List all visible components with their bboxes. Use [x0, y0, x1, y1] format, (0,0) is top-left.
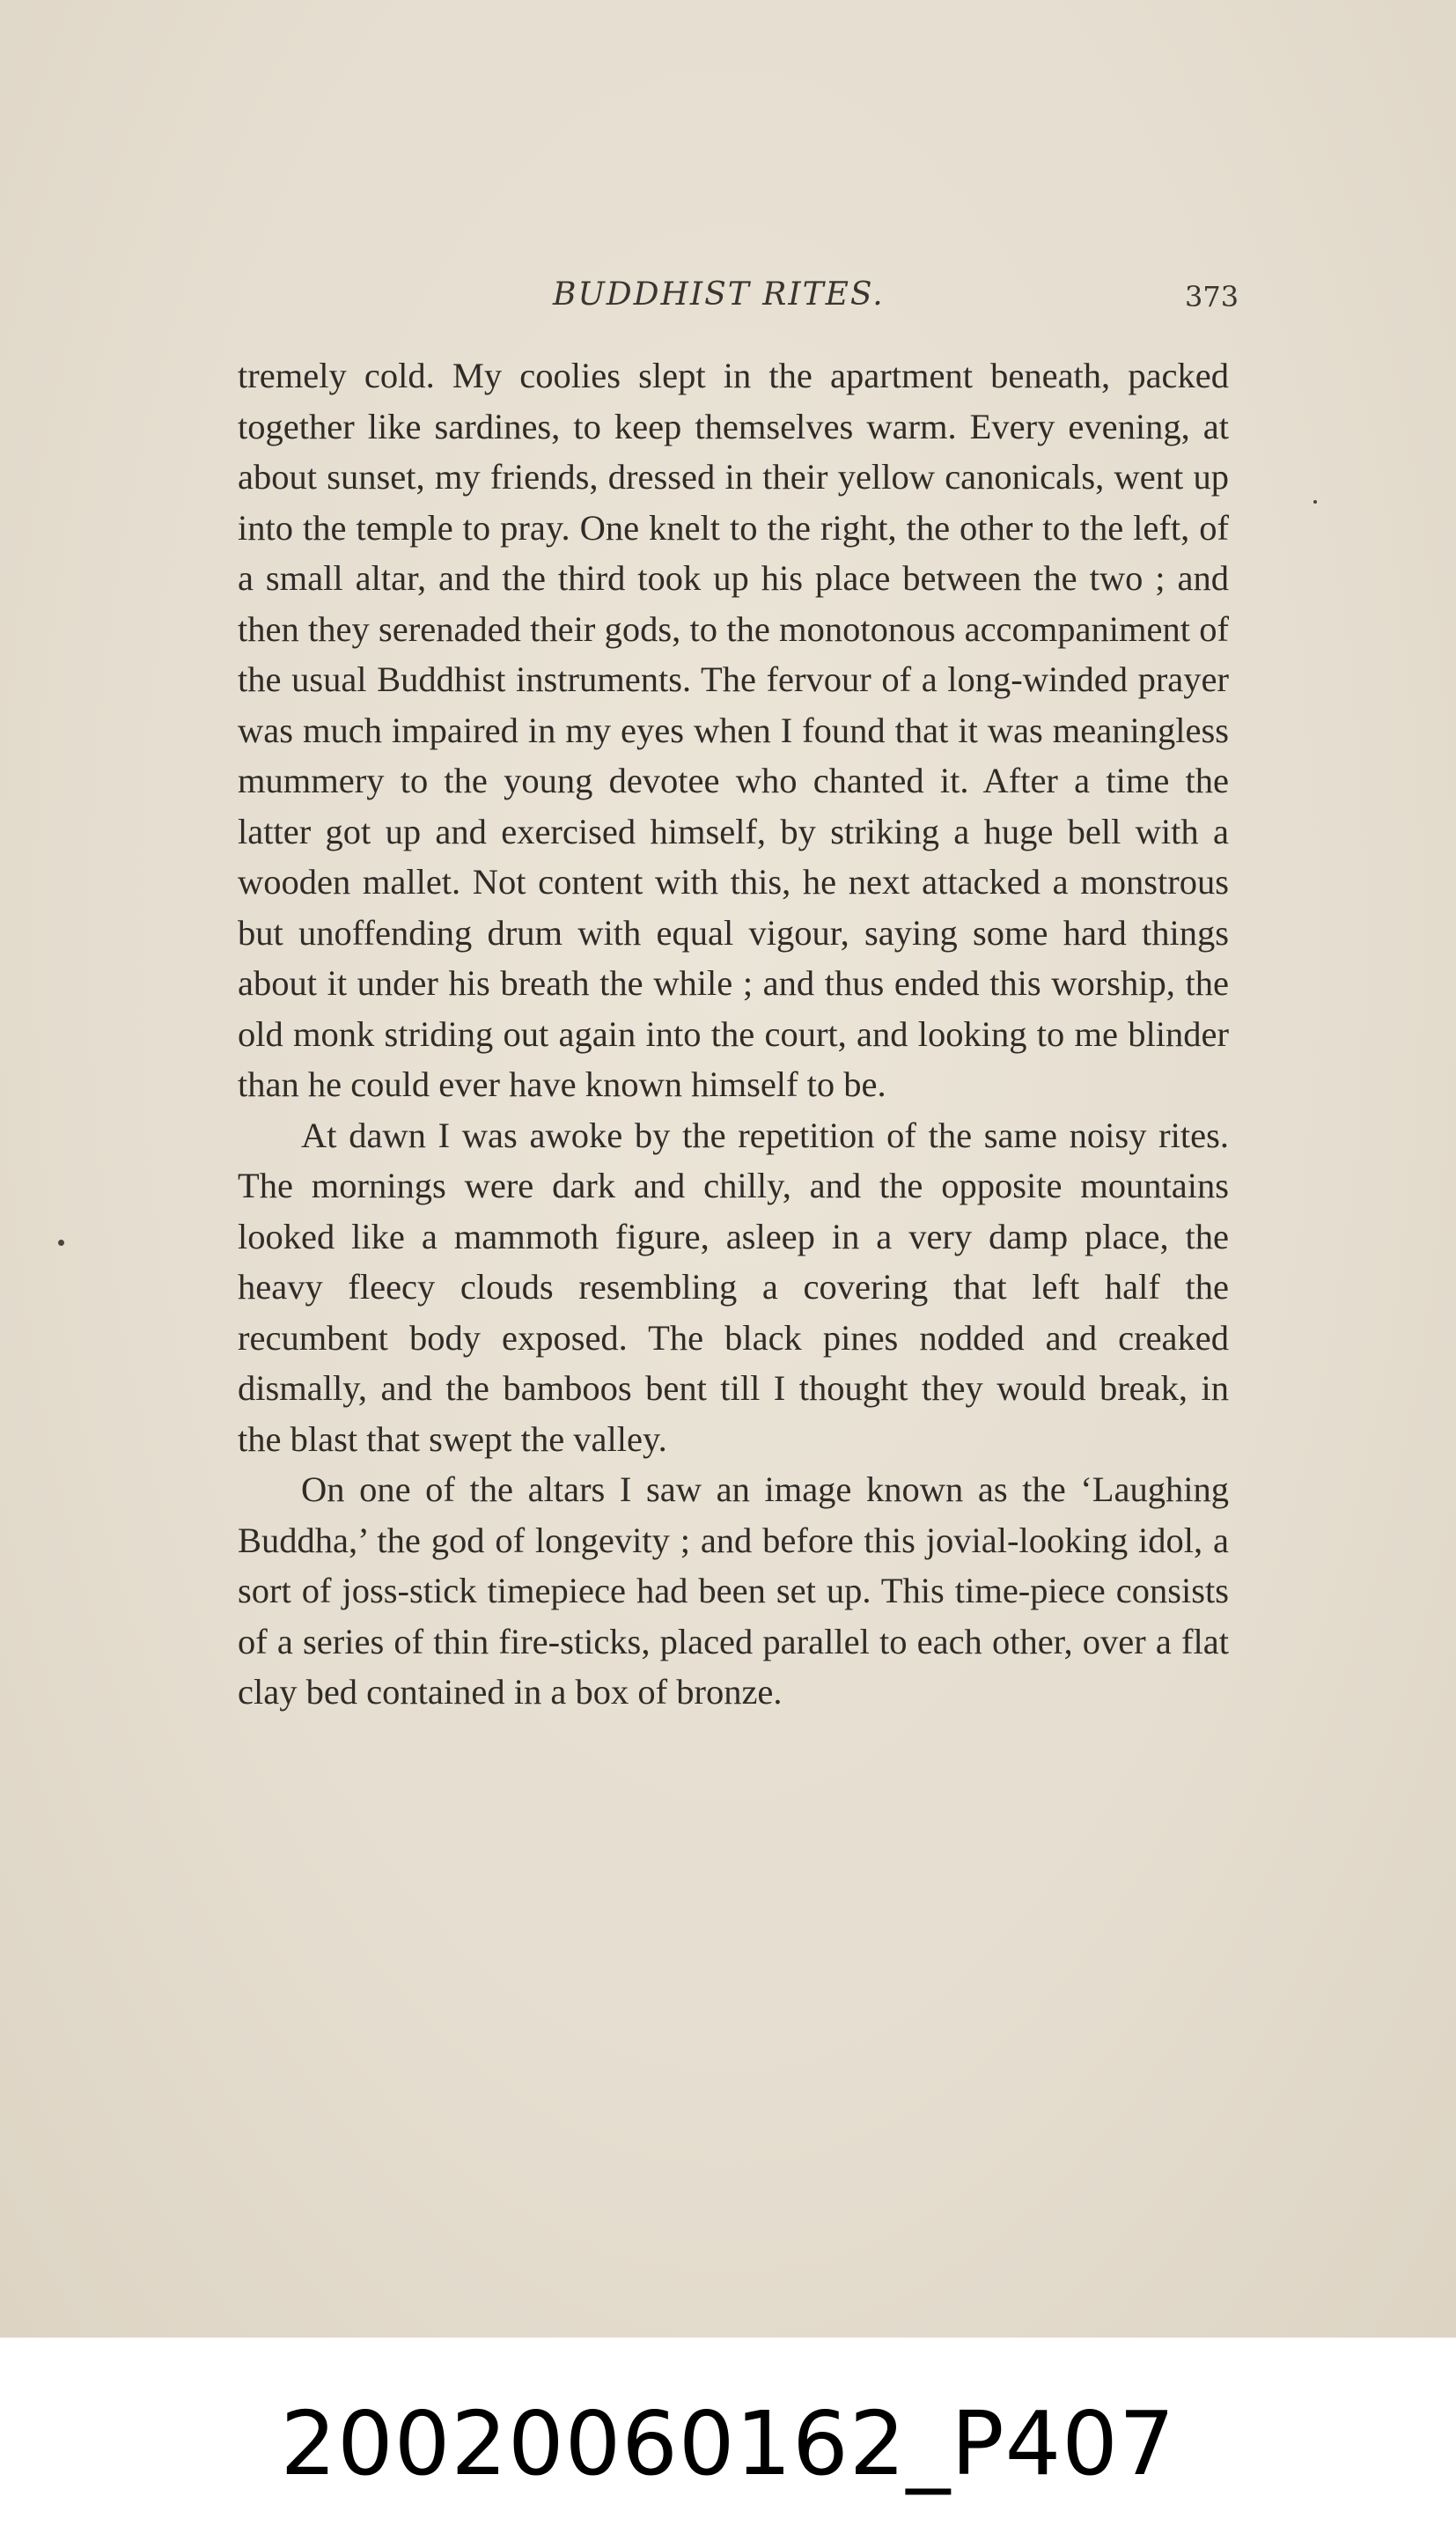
- paper-speck: [1313, 500, 1317, 504]
- footer-strip: [0, 2338, 1456, 2548]
- page-number: 373: [1185, 280, 1239, 313]
- paragraph-1: tremely cold. My coolies slept in the apartment beneath, packed together like sardines, to keep themselves warm. Every evening, at about sunset, my friends, dressed in their yellow canonicals, went up into the temple to pray. One knelt to the right, the other to the left, of a small altar, and the third took up his place between the two ; and then they serenaded their gods, to the monotonous accompaniment of the usual Buddhist instruments. The fervour of a long-winded prayer was much impaired in my eyes when I found that it was meaningless mummery to the young devotee who chanted it. After a time the latter got up and exercised himself, by striking a huge bell with a wooden mallet. Not content with this, he next attacked a monstrous but unoffending drum with equal vigour, saying some hard things about it under his breath the while ; and thus ended this worship, the old monk striding out again into the court, and looking to me blinder than he could ever have known himself to be.: [238, 356, 1229, 1104]
- body-text: [238, 350, 1229, 1718]
- running-head: [0, 271, 1456, 324]
- scan-identifier: 20020060162_P407: [280, 2392, 1176, 2495]
- running-head-title: BUDDHIST RITES.: [553, 276, 885, 313]
- paragraph-2: At dawn I was awoke by the repetition of the same noisy rites. The mornings were dark and chilly, and the opposite mountains looked like a mammoth figure, asleep in a very damp place, the heavy fleecy clouds resembling a covering that left half the recumbent body exposed. The black pines nodded and creaked dismally, and the bamboos bent till I thought they would break, in the blast that swept the valley.: [238, 1115, 1229, 1459]
- paper-speck: [58, 1240, 64, 1246]
- paragraph-3: On one of the altars I saw an image known as the ‘Laughing Buddha,’ the god of longevity ; and before this jovial-looking idol, a sort of joss-stick timepiece had been set up. This time-piece consists of a series of thin fire-sticks, placed parallel to each other, over a flat clay bed contained in a box of bronze.: [238, 1469, 1229, 1712]
